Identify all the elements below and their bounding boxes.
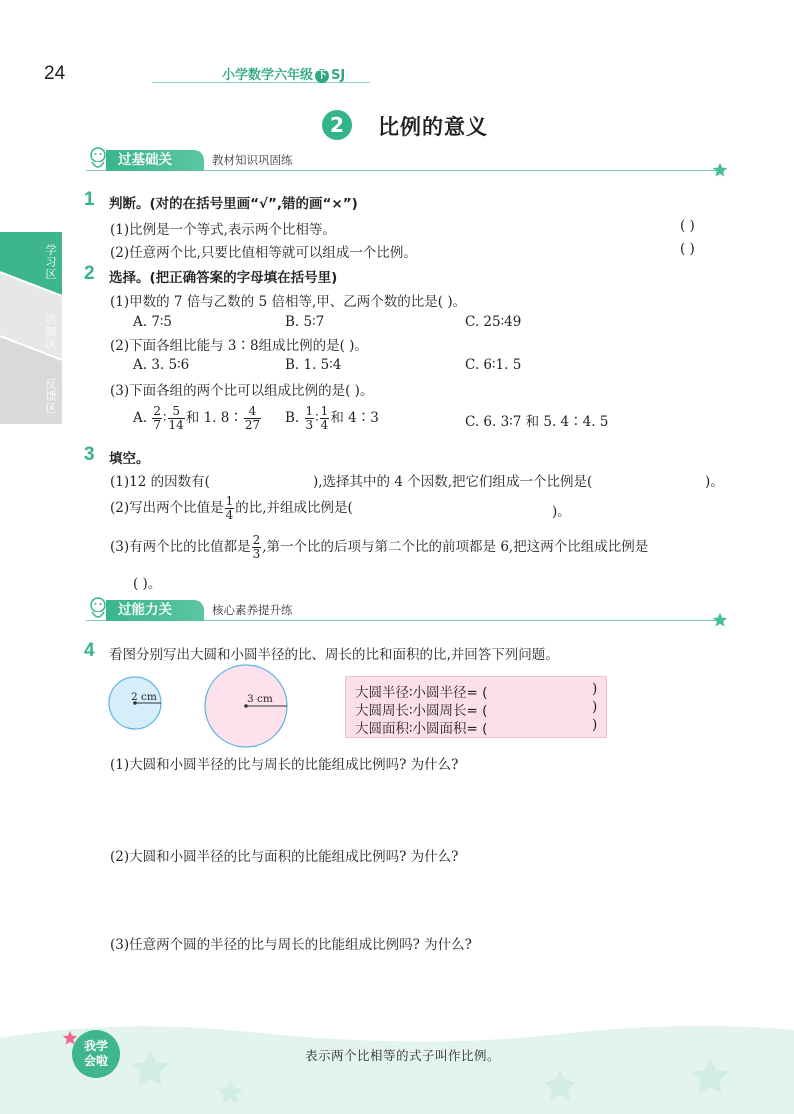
circles-figure <box>104 664 294 750</box>
book-title-suffix: SJ <box>331 68 346 83</box>
denominator: 7 <box>153 418 161 432</box>
section-tab-label: 过能力关 <box>106 600 204 621</box>
ratio-sign: ∶ <box>315 410 319 426</box>
numerator: 2 <box>252 533 261 547</box>
large-circle-label: 3 cm <box>247 693 273 705</box>
q1-item-2-answer-paren[interactable]: ( ) <box>680 241 695 257</box>
star-icon <box>712 162 728 178</box>
badge-star-icon <box>62 1030 78 1046</box>
q2-part-2-option-c[interactable]: C. 6∶1. 5 <box>465 357 522 373</box>
denominator: 4 <box>225 508 234 522</box>
question-number-4: 4 <box>84 640 95 661</box>
footer-badge <box>72 1030 120 1078</box>
ratio-line-circumference-close: ) <box>592 699 598 715</box>
denominator: 3 <box>305 418 314 432</box>
section-bar-basic <box>86 150 724 172</box>
q4-sub-question-1: (1)大圆和小圆半径的比与周长的比能组成比例吗? 为什么? <box>110 757 459 773</box>
footer-note: 表示两个比相等的式子叫作比例。 <box>305 1048 501 1063</box>
q1-item-1: (1)比例是一个等式,表示两个比相等。 <box>110 222 336 238</box>
ratio-line-area[interactable]: 大圆面积∶小圆面积= ( <box>355 721 488 737</box>
denominator: 14 <box>168 418 184 432</box>
q4-sub-question-2: (2)大圆和小圆半径的比与面积的比能组成比例吗? 为什么? <box>110 849 459 865</box>
fraction <box>252 534 262 561</box>
denominator: 4 <box>320 418 329 432</box>
lesson-number-badge: 2 <box>322 110 352 140</box>
side-tabs <box>0 232 62 424</box>
fraction <box>305 405 315 432</box>
option-b-suffix: 和 4∶3 <box>330 410 379 426</box>
option-b-prefix: B. <box>285 410 304 426</box>
denominator: 3 <box>252 547 261 561</box>
q3-part-3-answer-line[interactable]: ( )。 <box>133 576 162 592</box>
fraction <box>225 495 235 522</box>
q3-part-3-a: (3)有两个比的比值都是 <box>110 539 251 555</box>
q3-part-3 <box>110 534 648 561</box>
section-subtitle: 教材知识巩固练 <box>212 153 293 167</box>
side-tab-study-label: 学习区 <box>44 244 57 280</box>
q3-part-1-b: ),选择其中的 4 个因数,把它们组成一个比例是( <box>313 474 593 490</box>
lesson-title: 比例的意义 <box>378 115 488 139</box>
q3-part-2 <box>110 495 353 522</box>
q2-part-3-option-c[interactable]: C. 6. 3∶7 和 5. 4∶4. 5 <box>465 414 609 430</box>
ratio-line-radius[interactable]: 大圆半径∶小圆半径= ( <box>355 685 488 701</box>
q3-part-1-c: )。 <box>705 474 724 490</box>
footer-badge-line-2: 会啦 <box>83 1054 108 1068</box>
ratio-line-radius-close: ) <box>592 681 598 697</box>
numerator: 5 <box>168 405 185 419</box>
ratio-line-circumference[interactable]: 大圆周长∶小圆周长= ( <box>355 703 488 719</box>
book-title-prefix: 小学数学六年级 <box>222 68 314 83</box>
q2-part-1-option-a[interactable]: A. 7∶5 <box>133 314 173 330</box>
side-tab-feedback-label: 反馈区 <box>44 378 57 414</box>
side-tab-feedback[interactable] <box>0 366 62 430</box>
section-tab-label: 过基础关 <box>106 150 204 171</box>
option-a-middle: 和 1. 8∶ <box>185 410 243 426</box>
q2-part-1-stem: (1)甲数的 7 倍与乙数的 5 倍相等,甲、乙两个数的比是( )。 <box>110 294 467 310</box>
q1-item-1-answer-paren[interactable]: ( ) <box>680 218 695 234</box>
numerator: 1 <box>320 404 329 418</box>
question-number-1: 1 <box>84 189 95 210</box>
question-3-heading: 填空。 <box>109 451 150 467</box>
footer-badge-line-1: 我学 <box>83 1039 108 1053</box>
q3-part-1-a: (1)12 的因数有( <box>110 474 210 490</box>
side-tab-consolidate[interactable] <box>0 302 62 366</box>
q2-part-3-option-a[interactable] <box>133 405 262 432</box>
numerator: 1 <box>225 494 234 508</box>
question-4-heading: 看图分别写出大圆和小圆半径的比、周长的比和面积的比,并回答下列问题。 <box>109 647 559 663</box>
book-title <box>222 64 345 83</box>
q3-part-2-c: )。 <box>552 504 571 520</box>
numerator: 2 <box>153 404 161 418</box>
ratio-line-area-close: ) <box>592 717 598 733</box>
q1-item-2: (2)任意两个比,只要比值相等就可以组成一个比例。 <box>110 245 417 261</box>
fraction <box>320 405 330 432</box>
page-number: 24 <box>44 63 66 84</box>
fraction <box>152 405 162 432</box>
volume-circle-badge: 下 <box>317 70 328 81</box>
q2-part-2-stem: (2)下面各组比能与 3∶8组成比例的是( )。 <box>110 338 368 354</box>
ratio-answer-box <box>345 676 607 738</box>
ratio-sign: ∶ <box>162 410 167 426</box>
fraction <box>244 405 261 432</box>
q3-part-2-b: 的比,并组成比例是( <box>235 500 353 516</box>
q3-part-2-a: (2)写出两个比值是 <box>110 500 224 516</box>
side-tab-study[interactable] <box>0 232 62 296</box>
question-number-2: 2 <box>84 263 95 284</box>
numerator: 1 <box>305 404 314 418</box>
q2-part-2-option-b[interactable]: B. 1. 5∶4 <box>285 357 342 373</box>
q2-part-1-option-c[interactable]: C. 25∶49 <box>465 314 522 330</box>
side-tab-consolidate-label: 巩固区 <box>44 314 57 350</box>
section-bar-ability <box>86 600 724 622</box>
q2-part-3-option-b[interactable] <box>285 405 379 432</box>
q2-part-1-option-b[interactable]: B. 5∶7 <box>285 314 325 330</box>
fraction <box>168 405 185 432</box>
option-a-prefix: A. <box>133 410 152 426</box>
small-circle-label: 2 cm <box>131 691 157 703</box>
star-icon <box>712 612 728 628</box>
q3-part-3-b: ,第一个比的后项与第二个比的前项都是 6,把这两个比组成比例是 <box>262 539 649 555</box>
numerator: 4 <box>244 405 261 419</box>
question-1-heading: 判断。(对的在括号里画“√”,错的画“×”) <box>109 196 358 212</box>
question-2-heading: 选择。(把正确答案的字母填在括号里) <box>109 270 338 286</box>
q2-part-3-stem: (3)下面各组的两个比可以组成比例的是( )。 <box>110 383 374 399</box>
question-number-3: 3 <box>84 444 95 465</box>
q2-part-2-option-a[interactable]: A. 3. 5∶6 <box>133 357 190 373</box>
denominator: 27 <box>244 418 261 432</box>
q4-sub-question-3: (3)任意两个圆的半径的比与周长的比能组成比例吗? 为什么? <box>110 937 472 953</box>
section-subtitle: 核心素养提升练 <box>212 603 293 617</box>
